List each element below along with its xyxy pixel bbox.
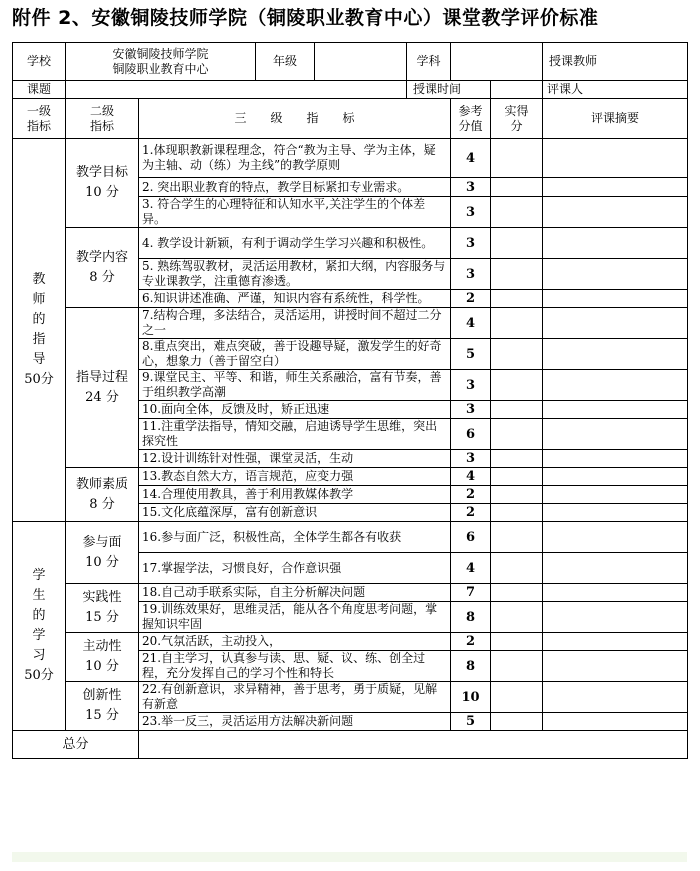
grade-value[interactable] — [315, 43, 407, 81]
criterion-row — [13, 228, 688, 259]
actual-score-cell[interactable] — [491, 682, 543, 713]
ref-score: 3 — [451, 450, 491, 468]
ref-score: 3 — [451, 178, 491, 197]
criterion-text: 10.面向全体，反馈及时，矫正迅速 — [139, 401, 451, 419]
criterion-text: 17.掌握学法，习惯良好，合作意识强 — [139, 553, 451, 584]
school-label: 学校 — [13, 43, 66, 81]
info-row-1 — [13, 43, 688, 81]
actual-score-cell[interactable] — [491, 178, 543, 197]
actual-score-cell[interactable] — [491, 139, 543, 178]
criterion-text: 16.参与面广泛，积极性高，全体学生都各有收获 — [139, 522, 451, 553]
criterion-text: 20.气氛活跃，主动投入， — [139, 633, 451, 651]
level1-indicator: 学 生 的 学 习 50分 — [13, 522, 66, 731]
summary-cell[interactable] — [543, 401, 688, 419]
subject-value[interactable] — [451, 43, 543, 81]
actual-score-header: 实得 分 — [491, 99, 543, 139]
criterion-text: 1.体现职教新课程理念，符合“教为主导、学为主体，疑为主轴、动（练）为主线”的教学原则 — [139, 139, 451, 178]
ref-score: 2 — [451, 633, 491, 651]
actual-score-cell[interactable] — [491, 486, 543, 504]
criterion-row — [13, 584, 688, 602]
total-row — [13, 731, 688, 759]
criterion-text: 11.注重学法指导，情知交融，启迪诱导学生思维，突出探究性 — [139, 419, 451, 450]
actual-score-cell[interactable] — [491, 290, 543, 308]
teacher-label: 授课教师 — [543, 43, 688, 81]
actual-score-cell[interactable] — [491, 651, 543, 682]
subject-label: 学科 — [407, 43, 451, 81]
summary-cell[interactable] — [543, 339, 688, 370]
school-value: 安徽铜陵技师学院 铜陵职业教育中心 — [66, 43, 256, 81]
criterion-text: 4. 教学设计新颖，有利于调动学生学习兴趣和积极性。 — [139, 228, 451, 259]
ref-score: 3 — [451, 197, 491, 228]
actual-score-cell[interactable] — [491, 468, 543, 486]
evaluator-label: 评课人 — [543, 81, 688, 99]
topic-value[interactable] — [66, 81, 407, 99]
criterion-text: 2. 突出职业教育的特点，教学目标紧扣专业需求。 — [139, 178, 451, 197]
summary-cell[interactable] — [543, 450, 688, 468]
level2-indicator: 创新性 15 分 — [66, 682, 139, 731]
criterion-text: 18.自己动手联系实际，自主分析解决问题 — [139, 584, 451, 602]
ref-score: 2 — [451, 486, 491, 504]
summary-cell[interactable] — [543, 522, 688, 553]
actual-score-cell[interactable] — [491, 401, 543, 419]
criterion-row — [13, 308, 688, 339]
time-label: 授课时间 — [407, 81, 491, 99]
summary-cell[interactable] — [543, 197, 688, 228]
summary-cell[interactable] — [543, 139, 688, 178]
criterion-text: 21.自主学习，认真参与读、思、疑、议、练、创全过程，充分发挥自己的学习个性和特长 — [139, 651, 451, 682]
level1-indicator: 教 师 的 指 导 50分 — [13, 139, 66, 522]
actual-score-cell[interactable] — [491, 450, 543, 468]
info-row-2 — [13, 81, 688, 99]
summary-cell[interactable] — [543, 308, 688, 339]
criterion-text: 14.合理使用教具，善于利用教媒体教学 — [139, 486, 451, 504]
actual-score-cell[interactable] — [491, 308, 543, 339]
ref-score-header: 参考 分值 — [451, 99, 491, 139]
criterion-text: 13.教态自然大方，语言规范，应变力强 — [139, 468, 451, 486]
ref-score: 2 — [451, 504, 491, 522]
criterion-row — [13, 633, 688, 651]
ref-score: 3 — [451, 228, 491, 259]
ref-score: 8 — [451, 651, 491, 682]
actual-score-cell[interactable] — [491, 504, 543, 522]
level2-indicator: 主动性 10 分 — [66, 633, 139, 682]
actual-score-cell[interactable] — [491, 633, 543, 651]
ref-score: 4 — [451, 468, 491, 486]
criterion-text: 12.设计训练针对性强，课堂灵活，生动 — [139, 450, 451, 468]
summary-cell[interactable] — [543, 486, 688, 504]
level2-indicator: 教学目标 10 分 — [66, 139, 139, 228]
criterion-row — [13, 468, 688, 486]
criterion-text: 19.训练效果好，思维灵活，能从各个角度思考问题，掌握知识牢固 — [139, 602, 451, 633]
summary-cell[interactable] — [543, 178, 688, 197]
footer-strip — [12, 852, 687, 862]
summary-cell[interactable] — [543, 713, 688, 731]
summary-cell[interactable] — [543, 504, 688, 522]
level2-indicator: 教师素质 8 分 — [66, 468, 139, 522]
criterion-text: 9.课堂民主、平等、和谐，师生关系融洽，富有节奏，善于组织教学高潮 — [139, 370, 451, 401]
time-value[interactable] — [491, 81, 543, 99]
summary-cell[interactable] — [543, 651, 688, 682]
actual-score-cell[interactable] — [491, 228, 543, 259]
level2-indicator: 教学内容 8 分 — [66, 228, 139, 308]
actual-score-cell[interactable] — [491, 419, 543, 450]
actual-score-cell[interactable] — [491, 522, 543, 553]
ref-score: 10 — [451, 682, 491, 713]
level3-header: 三 级 指 标 — [139, 99, 451, 139]
level2-indicator: 指导过程 24 分 — [66, 308, 139, 468]
ref-score: 3 — [451, 401, 491, 419]
criterion-text: 5. 熟练驾驭教材，灵活运用教材，紧扣大纲，内容服务与专业课教学，注重德育渗透。 — [139, 259, 451, 290]
actual-score-cell[interactable] — [491, 584, 543, 602]
ref-score: 8 — [451, 602, 491, 633]
summary-cell[interactable] — [543, 370, 688, 401]
criterion-row — [13, 522, 688, 553]
evaluation-table — [12, 42, 688, 759]
criterion-text: 22.有创新意识，求异精神，善于思考，勇于质疑，见解有新意 — [139, 682, 451, 713]
page-title: 附件 2、安徽铜陵技师学院（铜陵职业教育中心）课堂教学评价标准 — [12, 7, 599, 29]
level2-indicator: 参与面 10 分 — [66, 522, 139, 584]
ref-score: 2 — [451, 290, 491, 308]
summary-cell[interactable] — [543, 602, 688, 633]
summary-cell[interactable] — [543, 682, 688, 713]
actual-score-cell[interactable] — [491, 602, 543, 633]
criterion-text: 3. 符合学生的心理特征和认知水平,关注学生的个体差异。 — [139, 197, 451, 228]
criterion-text: 6.知识讲述准确、严谨，知识内容有系统性，科学性。 — [139, 290, 451, 308]
summary-cell[interactable] — [543, 419, 688, 450]
criterion-text: 15.文化底蕴深厚，富有创新意识 — [139, 504, 451, 522]
summary-cell[interactable] — [543, 290, 688, 308]
ref-score: 6 — [451, 419, 491, 450]
summary-header: 评课摘要 — [543, 99, 688, 139]
header-row — [13, 99, 688, 139]
summary-cell[interactable] — [543, 468, 688, 486]
criterion-text: 8.重点突出，难点突破，善于设趣导疑，激发学生的好奇心，想象力（善于留空白） — [139, 339, 451, 370]
topic-label: 课题 — [13, 81, 66, 99]
ref-score: 4 — [451, 139, 491, 178]
ref-score: 3 — [451, 370, 491, 401]
criterion-text: 7.结构合理，多法结合，灵活运用，讲授时间不超过二分之一 — [139, 308, 451, 339]
level1-header: 一级 指标 — [13, 99, 66, 139]
level2-indicator: 实践性 15 分 — [66, 584, 139, 633]
actual-score-cell[interactable] — [491, 370, 543, 401]
total-value[interactable] — [139, 731, 688, 759]
summary-cell[interactable] — [543, 584, 688, 602]
summary-cell[interactable] — [543, 228, 688, 259]
ref-score: 3 — [451, 259, 491, 290]
actual-score-cell[interactable] — [491, 339, 543, 370]
criterion-row — [13, 139, 688, 178]
total-label: 总分 — [13, 731, 139, 759]
actual-score-cell[interactable] — [491, 197, 543, 228]
ref-score: 7 — [451, 584, 491, 602]
ref-score: 5 — [451, 713, 491, 731]
actual-score-cell[interactable] — [491, 259, 543, 290]
ref-score: 4 — [451, 553, 491, 584]
criterion-row — [13, 682, 688, 713]
summary-cell[interactable] — [543, 633, 688, 651]
ref-score: 4 — [451, 308, 491, 339]
actual-score-cell[interactable] — [491, 553, 543, 584]
ref-score: 6 — [451, 522, 491, 553]
criterion-text: 23.举一反三，灵活运用方法解决新问题 — [139, 713, 451, 731]
grade-label: 年级 — [256, 43, 315, 81]
actual-score-cell[interactable] — [491, 713, 543, 731]
summary-cell[interactable] — [543, 553, 688, 584]
ref-score: 5 — [451, 339, 491, 370]
summary-cell[interactable] — [543, 259, 688, 290]
level2-header: 二级 指标 — [66, 99, 139, 139]
